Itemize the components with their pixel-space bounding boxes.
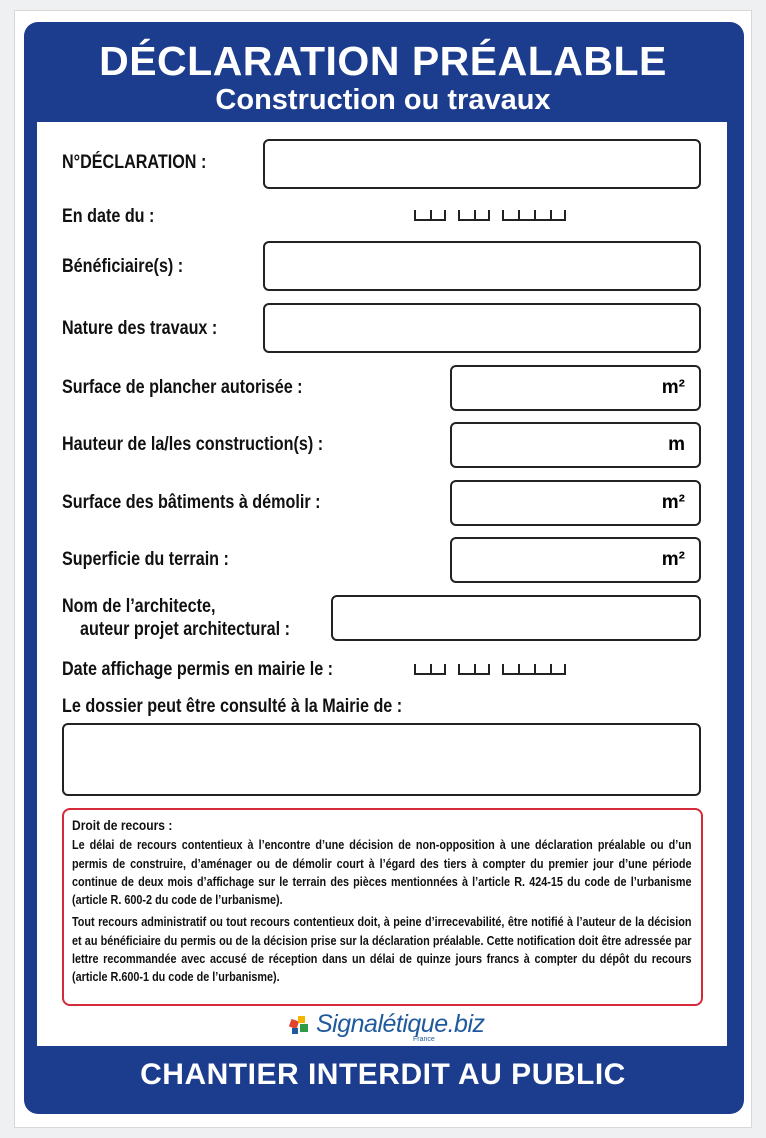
date-boxes[interactable] <box>414 210 566 221</box>
mairie-field[interactable] <box>62 723 701 796</box>
date-digit-cell[interactable] <box>430 664 446 675</box>
date-digit-cell[interactable] <box>414 210 430 221</box>
date-digit-cell[interactable] <box>518 664 534 675</box>
date-digit-cell[interactable] <box>550 664 566 675</box>
signaletique-logo <box>288 1010 485 1043</box>
date-digit-cell[interactable] <box>430 210 446 221</box>
date-group <box>414 210 446 221</box>
date-digit-cell[interactable] <box>534 210 550 221</box>
numero-label: N°DÉCLARATION : <box>62 152 207 173</box>
architecte-field[interactable] <box>331 595 701 641</box>
affichage-date-boxes[interactable] <box>414 664 566 675</box>
date-group <box>414 664 446 675</box>
unit-m2: m² <box>661 492 685 513</box>
date-digit-cell[interactable] <box>502 210 518 221</box>
surface-demolir-label: Surface des bâtiments à démolir : <box>62 492 321 513</box>
beneficiaire-field[interactable] <box>263 241 701 291</box>
surface-demolir-field[interactable] <box>450 480 701 526</box>
droit-de-recours-box <box>62 808 703 1006</box>
unit-m2: m² <box>661 549 685 570</box>
unit-m: m <box>668 434 685 455</box>
date-digit-cell[interactable] <box>550 210 566 221</box>
date-group <box>458 664 490 675</box>
sign-title: DÉCLARATION PRÉALABLE <box>99 38 667 84</box>
date-digit-cell[interactable] <box>414 664 430 675</box>
architecte-label-line2: auteur projet architectural : <box>80 619 291 640</box>
legal-paragraph-1: Le délai de recours contentieux à l’encontre d’une décision de non-opposition à une déclaration préalable ou d’un permis de construire, d’aménager ou de démolir court à l’égard des tiers à compter du premier jour d’une période continue de deux mois d’affichage sur le terrain des pièces mentionnées à l’article R. 424-15 du code de l’urbanisme (article R. 600-2 du code de l’urbanisme). <box>72 838 692 908</box>
architecte-label-line1: Nom de l’architecte, <box>62 596 216 617</box>
date-group <box>502 210 566 221</box>
legal-paragraph-2: Tout recours administratif ou tout recours contentieux doit, à peine d’irrecevabilité, être notifié à l’auteur de la décision et au bénéficiaire du permis ou de la décision prise sur la déclaration préalable. Cette notification doit être adressée par lettre recommandée avec accusé de réception dans un délai de quinze jours francs à compter du dépôt du recours (article R.600-1 du code de l’urbanisme). <box>72 915 692 985</box>
logo-subtext: France <box>413 1036 435 1043</box>
dossier-label: Le dossier peut être consulté à la Mairie de : <box>62 696 403 717</box>
unit-m2: m² <box>661 377 685 398</box>
superficie-field[interactable] <box>450 537 701 583</box>
numero-field[interactable] <box>263 139 701 189</box>
logo-icon <box>288 1014 312 1036</box>
beneficiaire-label: Bénéficiaire(s) : <box>62 256 184 277</box>
date-digit-cell[interactable] <box>474 664 490 675</box>
superficie-label: Superficie du terrain : <box>62 549 229 570</box>
date-digit-cell[interactable] <box>502 664 518 675</box>
date-digit-cell[interactable] <box>518 210 534 221</box>
nature-label: Nature des travaux : <box>62 318 218 339</box>
date-digit-cell[interactable] <box>458 210 474 221</box>
logo-text: Signalétique.biz <box>316 1010 485 1038</box>
sign-subtitle: Construction ou travaux <box>215 84 551 116</box>
hauteur-label: Hauteur de la/les construction(s) : <box>62 434 324 455</box>
hauteur-field[interactable] <box>450 422 701 468</box>
nature-field[interactable] <box>263 303 701 353</box>
surface-plancher-field[interactable] <box>450 365 701 411</box>
affichage-label: Date affichage permis en mairie le : <box>62 659 334 680</box>
date-digit-cell[interactable] <box>458 664 474 675</box>
date-group <box>458 210 490 221</box>
date-group <box>502 664 566 675</box>
date-digit-cell[interactable] <box>534 664 550 675</box>
date-label: En date du : <box>62 206 155 227</box>
surface-plancher-label: Surface de plancher autorisée : <box>62 377 303 398</box>
date-digit-cell[interactable] <box>474 210 490 221</box>
footer-warning: CHANTIER INTERDIT AU PUBLIC <box>140 1058 626 1091</box>
legal-title: Droit de recours : <box>72 817 173 833</box>
